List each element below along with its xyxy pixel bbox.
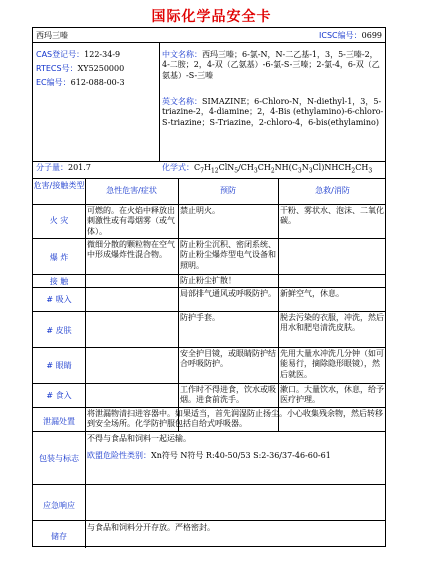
icsc-number: ICSC编号：0699 — [319, 31, 382, 40]
divider — [33, 484, 385, 485]
divider — [33, 287, 385, 288]
row-label-ingestion: # 食入 — [46, 391, 72, 400]
explosion-prevention: 防止粉尘沉积、密闭系统、防止粉尘爆炸型电气设备和照明。 — [180, 240, 276, 270]
fire-first-aid: 干粉、雾状水、泡沫、二氧化碳。 — [280, 206, 384, 226]
divider — [178, 178, 179, 431]
fire-prevention: 禁止明火。 — [180, 206, 220, 215]
packaging-label: 包装与标志 — [39, 454, 79, 463]
rtecs-number: RTECS号：XY5250000 — [36, 64, 125, 73]
eyes-first-aid: 先用大量水冲洗几分钟（如可能易行，摘除隐形眼镜），然后就医。 — [280, 349, 384, 379]
divider — [85, 178, 86, 548]
header-first-aid: 急救/消防 — [315, 186, 350, 195]
divider — [33, 407, 385, 408]
explosion-acute: 微细分散的颗粒物在空气中形成爆炸性混合物。 — [87, 240, 175, 260]
divider — [33, 520, 385, 521]
divider — [33, 238, 385, 239]
leak-text: 将泄漏物清扫进容器中。如果适当，首先润湿防止扬尘。小心收集残余物，然后转移到安全场所。化学防护服包括自给式呼吸器。 — [87, 409, 383, 429]
header-prevention: 预防 — [220, 186, 236, 195]
eyes-prevention: 安全护目镜，或眼睛防护结合呼吸防护。 — [180, 349, 276, 369]
divider — [33, 161, 385, 162]
inhalation-prevention: 局部排气通风或呼吸防护。 — [180, 289, 276, 298]
row-label-inhalation: # 吸入 — [46, 295, 72, 304]
row-label-contact: 接 触 — [49, 277, 69, 286]
cas-number: CAS登记号：122-34-9 — [36, 50, 121, 59]
row-label-explosion: 爆 炸 — [49, 253, 69, 262]
divider — [33, 383, 385, 384]
divider — [33, 42, 385, 43]
emergency-label: 应急响应 — [43, 501, 75, 510]
card-title: 国际化学品安全卡 — [151, 9, 272, 25]
divider — [33, 274, 385, 275]
row-label-fire: 火 灾 — [49, 216, 69, 225]
header-hazard-type: 危害/接触类型 — [33, 181, 85, 190]
safety-card — [32, 27, 386, 547]
header-acute-hazard: 急性危害/症状 — [106, 186, 157, 195]
contact-prevention: 防止粉尘扩散！ — [180, 276, 236, 285]
packaging-line1: 不得与食品和饲料一起运输。 — [87, 434, 191, 443]
ec-number: EC编号：612-088-00-3 — [36, 78, 125, 87]
inhalation-first-aid: 新鲜空气，休息。 — [280, 289, 344, 298]
ingestion-first-aid: 漱口。大量饮水，休息，给予医疗护理。 — [280, 385, 384, 405]
storage-label: 储存 — [51, 532, 67, 541]
divider — [33, 431, 385, 432]
ingestion-prevention: 工作时不得进食，饮水或吸烟。进食前洗手。 — [180, 385, 276, 405]
storage-text: 与食品和饲料分开存放。严格密封。 — [87, 523, 215, 532]
skin-first-aid: 脱去污染的衣服，冲洗，然后用水和肥皂清洗皮肤。 — [280, 313, 384, 333]
row-label-skin: # 皮肤 — [46, 326, 72, 335]
chemical-formula: 化学式：$C_7H_{12}ClN_5/CH_3CH_2NH(C_3N_3Cl)NHCH_2CH_3$ — [162, 163, 373, 175]
skin-prevention: 防护手套。 — [180, 313, 220, 322]
row-label-eyes: # 眼睛 — [46, 361, 72, 370]
fire-acute: 可燃的。在火焰中释放出刺激性或有毒烟雾（或气体）。 — [87, 206, 175, 236]
divider — [33, 311, 385, 312]
molecular-weight: 分子量：201.7 — [36, 163, 91, 172]
english-name: 英文名称：SIMAZINE；6-Chloro-N，N-diethyl-1，3，5-triazine-2，4-diamine；2，4-Bis (ethylamino)-6-chloro-S-triazine；S-Triazine，2-chloro-4，6-bis(ethylamino) — [162, 97, 384, 127]
divider — [33, 347, 385, 348]
packaging-hazard-class: 欧盟危险性类别：Xn符号 N符号 R:40-50/53 S:2-36/37-46-60-61 — [87, 451, 331, 460]
chemical-name: 西玛三嗪 — [36, 31, 68, 40]
divider — [159, 42, 160, 161]
leak-label: 泄漏处置 — [43, 417, 75, 426]
chinese-name: 中文名称：西玛三嗪；6-氯-N，N-二乙基-1，3，5-三嗪-2，4-二胺；2，4-双（乙氨基）-6-氯-S-三嗪；2-氯-4，6-双（乙氨基）-S-三嗪 — [162, 50, 380, 80]
divider — [278, 178, 279, 431]
